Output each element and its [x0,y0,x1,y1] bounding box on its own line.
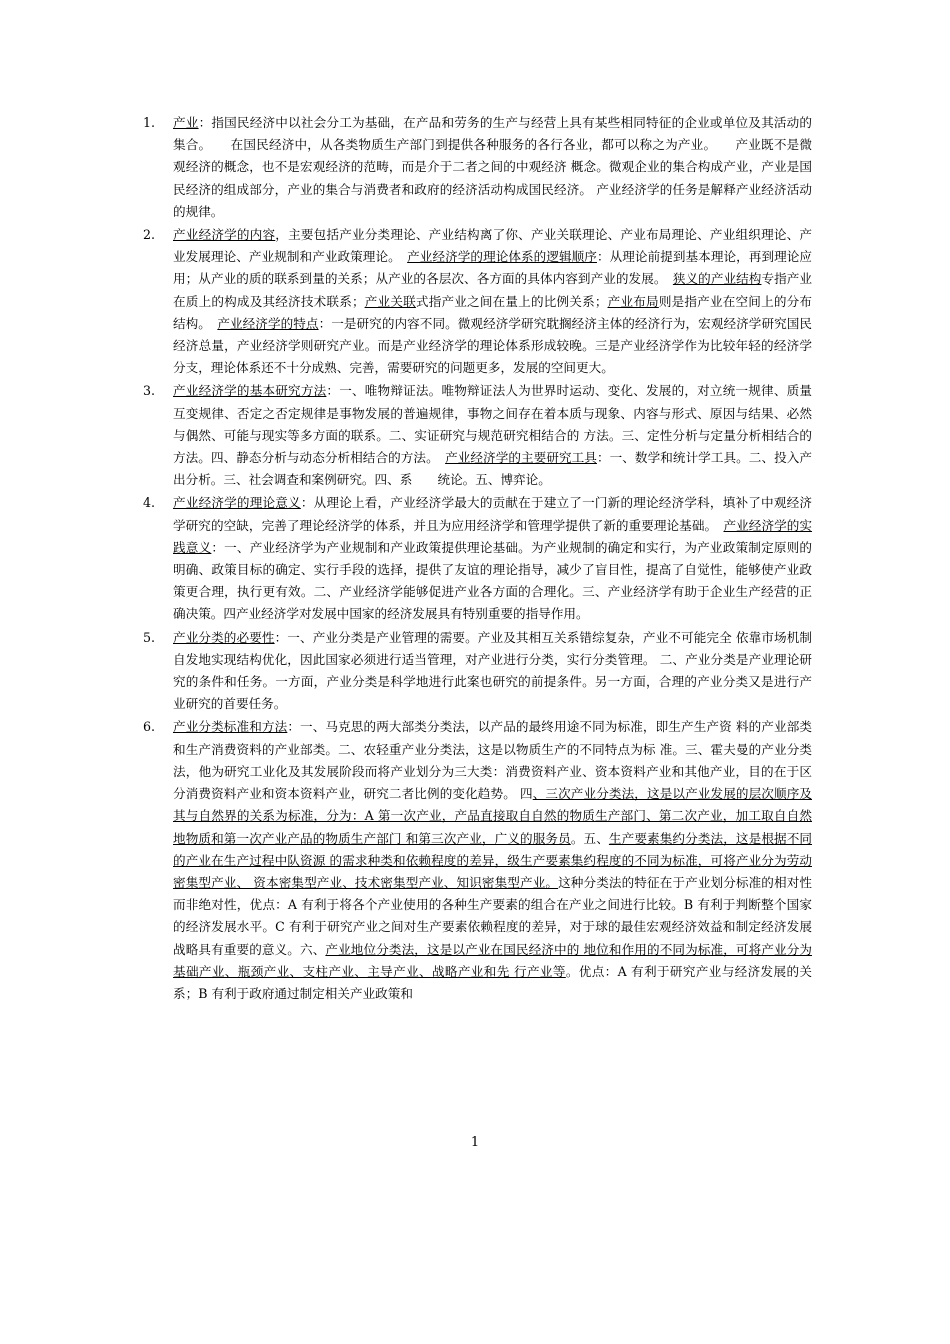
list-item [0,380,950,491]
body-text: ：一、产业经济学为产业规制和产业政策提供理论基础。为产业规制的确定和实行，为产业政策制定原则的明确、政策目标的确定、实行手段的选择，提供了友谊的理论指导，减少了盲目性，提高了自觉性，能够使产业政策更合理，执行更有效。二、产业经济学能够促进产业各方面的合理化。三、产业经济学有助于企业生产经营的正确决策。四产业经济学对发展中国家的经济发展具有特别重要的指导作用。 [173,539,813,622]
body-text: ：从理论上看，产业经济学最大的贡献在于建立了一门新的理论经济学科，填补了中观经济学研究的空缺，完善了理论经济学的体系，并且为应用经济学和管理学提供了新的重要理论基础。 [173,495,813,533]
item-number: 1. [143,115,156,130]
body-text: 这种分类法的特征在于产业划分标准的相对性 而非绝对性，优点：A 有利于将各个产业使用的各种生产要素的组合在产业之间进行比较。B 有利于判断整个国家的经济发展水平。C 有利于研究产业之间对生产要素依赖程度的差异，对于球的最佳宏观经济效益和制定经济发展战略具有重要的意义。六、 [173,874,812,957]
item-number: 6. [143,719,156,735]
underlined-term: 产业经济学的内容 [173,227,276,243]
underlined-term: 产业经济学的特点 [217,315,319,331]
underlined-term: 产业经济学的基本研究方法 [173,383,327,399]
body-text: ：一、数学和统计学工具。二、投入产出分析。三、社会调查和案例研究。四、系 统论。五、博弈论。 [173,450,813,488]
list-item [0,492,950,625]
underlined-term: 产业经济学的理论意义 [173,495,301,511]
body-text: ：一是研究的内容不同。微观经济学研究耽搁经济主体的经济行为，宏观经济学研究国民经济总量，产业经济学则研究产业。而是产业经济学的理论体系形成较晚。三是产业经济学作为比较年轻的经济学分支，理论体系还不十分成熟、完善，需要研究的问题更多，发展的空间更大。 [173,315,813,376]
underlined-term: 产业布局 [607,293,659,309]
underlined-term: 产业经济学的实践意义 [173,517,813,555]
body-text: ：从理论前提到基本理论，再到理论应用；从产业的质的联系到量的关系；从产业的各层次、各方面的具体内容到产业的发展。 [173,249,813,287]
body-text: 专指产业在质上的构成及其经济技术联系； [173,271,813,309]
underlined-term: 产业分类标准和方法 [173,719,288,735]
list-item [0,224,950,379]
list-item [0,716,950,1005]
underlined-term: 生产要素集约分类法，这是根据不同的产业在生产过程中队资源 的需求种类和依赖程度的差异，级生产要素集约程度的不同为标准，可将产业分为劳动密集型产业、 资本密集型产业、技术密集型产业、知识密集型产业。 [173,830,813,890]
list-item [0,112,950,223]
underlined-term: 产业经济学的理论体系的逻辑顺序 [407,249,597,265]
item-number: 5. [143,629,156,645]
underlined-term: 产业 [173,115,199,130]
body-text: ：一、马克思的两大部类分类法，以产品的最终用途不同为标准，即生产生产资 料的产业部类和生产消费资料的产业部类。二、农轻重产业分类法，这是以物质生产的不同特点为标 准。三、霍夫曼的产业分类法，他为研究工业化及其发展阶段而将产业划分为三大类：消费资料产业、资本资料产业和其他产业，目的在于区分消费资料产业和资本资料产业，研究二者比例的变化趋势。 四 [173,719,813,802]
item-number: 4. [143,495,156,511]
page-number: 1 [470,1135,480,1150]
body-text: ：指国民经济中以社会分工为基础，在产品和劳务的生产与经营上具有某些相同特征的企业或单位及其活动的集合。 在国民经济中，从各类物质生产部门到提供各种服务的各行各业，都可以称之为产业。 产业既不是微观经济的概念，也不是宏观经济的范畴，而是介于二者之间的中观经济 概念。微观企业的集合构成产业，产业是国民经济的组成部分，产业的集合与消费者和政府的经济活动构成国民经济。 产业经济学的任务是解释产业经济活动的规律。 [173,115,813,219]
underlined-term: 、三次产业分类法，这是以产业发展的层次顺序及其与自然界的关系为标准，分为：A 第一次产业，产品直接取自自然的物质生产部门、第二次产业，加工取自自然地物质和第一次产业产品的物质生产部门 和第三次产业，广义的服务员 [173,786,812,846]
body-text: 。五、 [570,830,609,846]
item-number: 3. [143,383,156,399]
underlined-term: 产业分类的必要性 [173,629,275,645]
underlined-term: 产业关联 [364,293,416,309]
body-text: ，主要包括产业分类理论、产业结构离了你、产业关联理论、产业布局理论、产业组织理论、产业发展理论、产业规制和产业政策理论。 [173,227,813,265]
numbered-list [0,112,950,1006]
underlined-term: 产业经济学的主要研究工具 [445,450,597,466]
body-text: 则是指产业在空间上的分布结构。 [173,293,813,331]
body-text: 。优点：A 有利于研究产业与经济发展的关系；B 有利于政府通过制定相关产业政策和 [173,963,812,1001]
underlined-term: 狭义的产业结构 [672,271,762,287]
underlined-term: 产业地位分类法，这是以产业在国民经济中的 地位和作用的不同为标准，可将产业分为基础产业、瓶颈产业、支柱产业、主导产业、战略产业和先 行产业等 [173,941,812,979]
item-number: 2. [143,227,156,243]
body-text: ：一、唯物辩证法。唯物辩证法人为世界时运动、变化、发展的，对立统一规律、质量互变规律、否定之否定规律是事物发展的普遍规律，事物之间存在着本质与现象、内容与形式、原因与结果、必然与偶然、可能与现实等多方面的联系。二、实证研究与规范研究相结合的 方法。三、定性分析与定量分析相结合的方法。四、静态分析与动态分析相结合的方法。 [173,383,813,466]
list-item [0,627,950,716]
body-text: 式指产业之间在量上的比例关系； [415,293,608,309]
body-text: ：一、产业分类是产业管理的需要。产业及其相互关系错综复杂，产业不可能完全 依靠市场机制自发地实现结构优化，因此国家必须进行适当管理，对产业进行分类，实行分类管理。 二、产业分类是产业理论研究的条件和任务。一方面，产业分类是科学地进行此案也研究的前提条件。另一方面，合理的产业分类又是进行产业研究的首要任务。 [173,629,812,712]
